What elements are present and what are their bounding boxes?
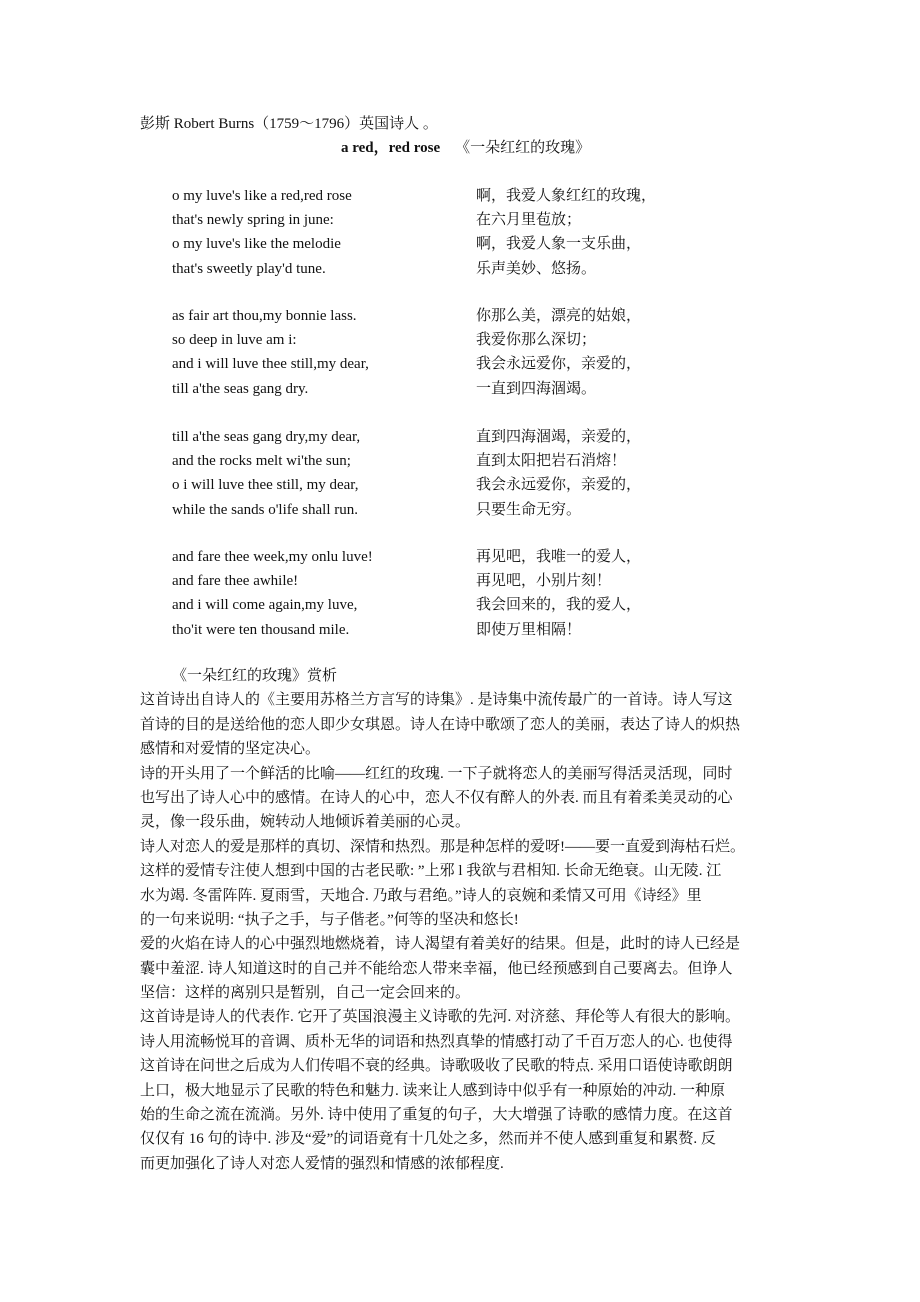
analysis-title: 《一朵红红的玫瑰》赏析 <box>172 668 338 684</box>
poem-line-zh: 啊，我爱人象红红的玫瑰， <box>476 188 657 204</box>
analysis-section <box>140 664 800 1176</box>
poem-title-zh: 《一朵红红的玫瑰》 <box>455 140 591 156</box>
poem-line-en: and i will luve thee still,my dear, <box>172 356 369 373</box>
poem-line-zh: 我会永远爱你，亲爱的， <box>476 477 642 494</box>
analysis-line: 水为竭. 冬雷阵阵. 夏雨雪，天地合. 乃敢与君绝。”诗人的哀婉和柔情又可用《诗经》里 <box>140 887 702 904</box>
analysis-line: 这首诗出自诗人的《主要用苏格兰方言写的诗集》. 是诗集中流传最广的一首诗。诗人写这 <box>140 692 733 709</box>
poem-line-en: and the rocks melt wi'the sun; <box>172 453 351 470</box>
analysis-line: 始的生命之流在流淌。另外. 诗中使用了重复的句子，大大增强了诗歌的感情力度。在这首 <box>140 1107 733 1124</box>
poem-line-zh: 我会回来的，我的爱人， <box>476 597 642 614</box>
poem-line-en: while the sands o'life shall run. <box>172 501 358 518</box>
poem-line-zh: 我会永远爱你，亲爱的， <box>476 356 642 373</box>
poem-line-en: as fair art thou,my bonnie lass. <box>172 308 357 324</box>
poem-line-en: and i will come again,my luve, <box>172 597 358 614</box>
analysis-line: 上口，极大地显示了民歌的特色和魅力. 读来让人感到诗中似乎有一种原始的冲动. 一种原 <box>140 1082 726 1099</box>
analysis-line: 灵，像一段乐曲，婉转动人地倾诉着美丽的心灵。 <box>140 814 471 831</box>
poem-title <box>341 138 590 158</box>
analysis-line: 坚信：这样的离别只是暂别，自己一定会回来的。 <box>140 985 471 1002</box>
poem-line-zh: 乐声美妙、悠扬。 <box>476 260 597 277</box>
analysis-line: 也写出了诗人心中的感情。在诗人的心中，恋人不仅有醉人的外表. 而且有着柔美灵动的心 <box>140 789 733 806</box>
analysis-line: 的一句来说明: “执子之手，与子偕老。”何等的坚决和悠长! <box>140 911 519 928</box>
analysis-line: 而更加强化了诗人对恋人爱情的强烈和情感的浓郁程度. <box>140 1155 504 1172</box>
analysis-line: 仅仅有 16 句的诗中. 涉及“爱”的词语竟有十几处之多，然而并不使人感到重复和累赘. 反 <box>140 1131 716 1148</box>
poem-line-zh: 你那么美，漂亮的姑娘， <box>476 308 642 324</box>
poem-line-en: till a'the seas gang dry. <box>172 380 309 397</box>
poem-line-zh: 直到四海涸竭，亲爱的， <box>476 429 642 445</box>
author-line: 彭斯 Robert Burns（1759～1796）英国诗人 。 <box>140 116 438 132</box>
poem-line-zh: 再见吧，小别片刻！ <box>476 573 612 590</box>
analysis-line: 囊中羞涩. 诗人知道这时的自己并不能给恋人带来幸福，他已经预感到自己要离去。但诤人 <box>140 960 733 977</box>
poem-line-zh: 直到太阳把岩石消熔！ <box>476 453 627 470</box>
poem-line-zh: 一直到四海涸竭。 <box>476 380 597 397</box>
analysis-line: 诗人用流畅悦耳的音调、质朴无华的词语和热烈真挚的情感打动了千百万恋人的心. 也使得 <box>140 1033 733 1050</box>
analysis-line: 诗人对恋人的爱是那样的真切、深情和热烈。那是种怎样的爱呀!——要一直爱到海枯石烂。 <box>140 838 745 855</box>
poem-line-en: that's sweetly play'd tune. <box>172 260 326 277</box>
poem-line-zh: 再见吧，我唯一的爱人， <box>476 549 642 565</box>
poem-line-en: tho'it were ten thousand mile. <box>172 621 350 638</box>
poem-line-zh: 在六月里苞放； <box>476 212 582 229</box>
poem-line-en: o my luve's like the melodie <box>172 236 341 253</box>
poem-line-zh: 我爱你那么深切； <box>476 332 597 349</box>
analysis-line: 这样的爱情专注使人想到中国的古老民歌: ”上邪 l 我欲与君相知. 长命无绝衰。山无陵. 江 <box>140 863 722 880</box>
poem-line-en: and fare thee awhile! <box>172 573 299 590</box>
poem-line-en: o i will luve thee still, my dear, <box>172 477 359 494</box>
poem-line-zh: 只要生命无穷。 <box>476 501 582 518</box>
analysis-line: 感情和对爱情的坚定决心。 <box>140 741 321 758</box>
poem-line-en: that's newly spring in june: <box>172 212 334 229</box>
poem-line-zh: 即使万里相隔！ <box>476 621 582 638</box>
analysis-line: 诗的开头用了一个鲜活的比喻——红红的玫瑰. 一下子就将恋人的美丽写得活灵活现，同时 <box>140 765 733 782</box>
poem-line-zh: 啊，我爱人象一支乐曲， <box>476 236 642 253</box>
analysis-line: 爱的火焰在诗人的心中强烈地燃烧着，诗人渴望有着美好的结果。但是，此时的诗人已经是 <box>140 936 741 953</box>
poem-title-en: a red，red rose <box>341 140 441 156</box>
poem-line-en: o my luve's like a red,red rose <box>172 188 352 204</box>
analysis-line: 这首诗在问世之后成为人们传唱不衰的经典。诗歌吸收了民歌的特点. 采用口语使诗歌朗朗 <box>140 1058 733 1075</box>
poem-line-en: till a'the seas gang dry,my dear, <box>172 429 361 445</box>
analysis-line: 首诗的目的是送给他的恋人即少女琪恩。诗人在诗中歌颂了恋人的美丽，表达了诗人的炽热 <box>140 716 741 733</box>
analysis-line: 这首诗是诗人的代表作. 它开了英国浪漫主义诗歌的先河. 对济慈、拜伦等人有很大的影响。 <box>140 1009 741 1026</box>
poem-line-en: and fare thee week,my onlu luve! <box>172 549 373 565</box>
poem-line-en: so deep in luve am i: <box>172 332 297 349</box>
